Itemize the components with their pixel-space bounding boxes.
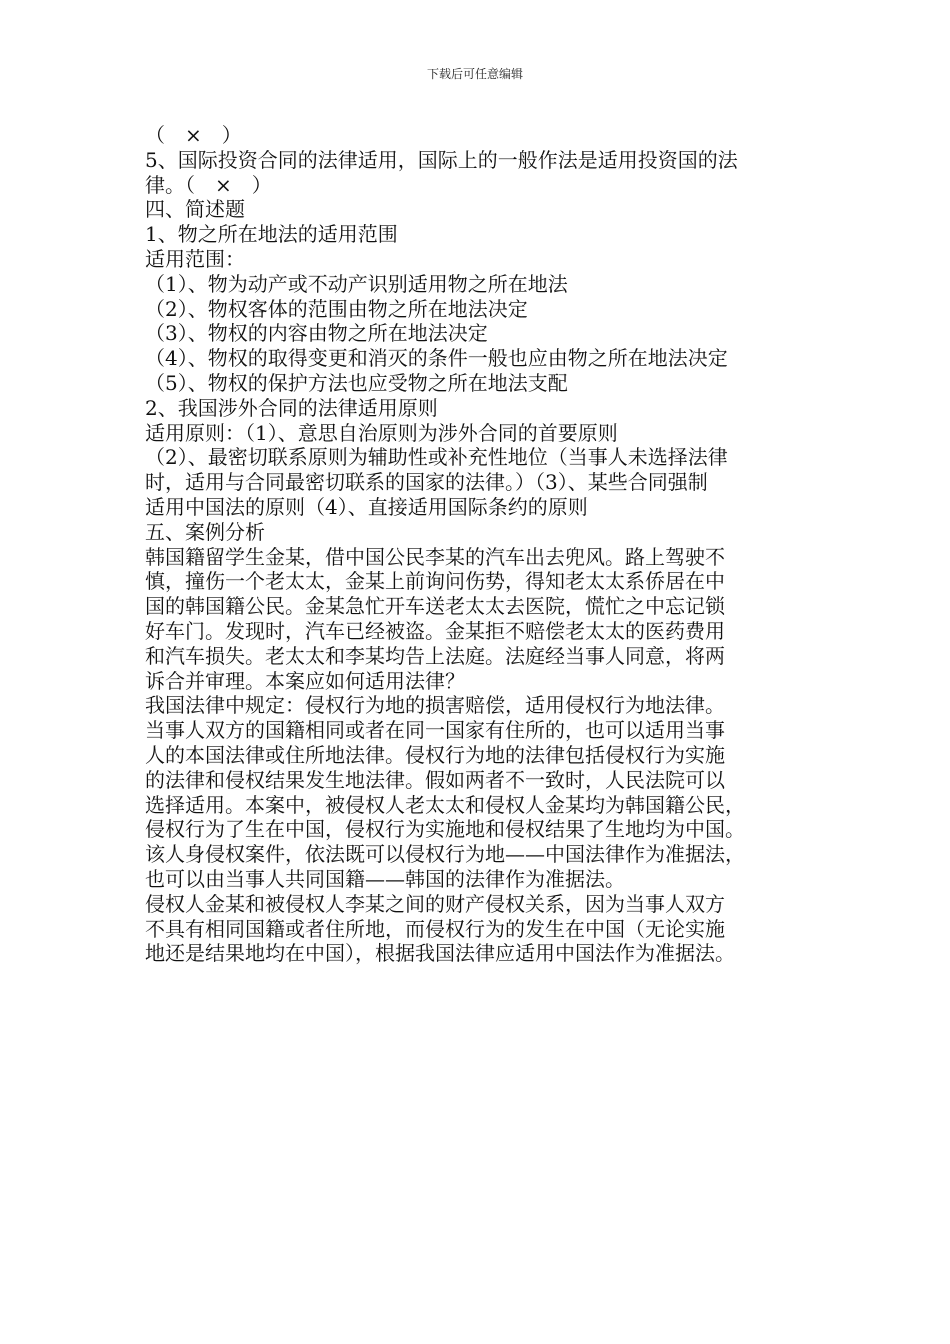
section-heading-short-answer: 四、简述题	[145, 197, 245, 222]
scope-item-4: （4）、物权的取得变更和消灭的条件一般也应由物之所在地法决定	[145, 346, 728, 371]
case-line-1: 韩国籍留学生金某，借中国公民李某的汽车出去兜风。路上驾驶不	[145, 544, 725, 569]
case-line-6: 诉合并审理。本案应如何适用法律？	[145, 668, 465, 693]
scope-item-2: （2）、物权客体的范围由物之所在地法决定	[145, 296, 528, 321]
principle-line-4: 适用中国法的原则（4）、直接适用国际条约的原则	[145, 494, 588, 519]
analysis-line-4: 的法律和侵权结果发生地法律。假如两者不一致时，人民法院可以	[145, 767, 725, 792]
analysis-line-11: 地还是结果地均在中国），根据我国法律应适用中国法作为准据法。	[145, 941, 735, 966]
scope-item-1: （1）、物为动产或不动产识别适用物之所在地法	[145, 271, 568, 296]
analysis-line-2: 当事人双方的国籍相同或者在同一国家有住所的，也可以适用当事	[145, 718, 725, 743]
scope-item-5: （5）、物权的保护方法也应受物之所在地法支配	[145, 370, 568, 395]
case-line-5: 和汽车损失。老太太和李某均告上法庭。法庭经当事人同意，将两	[145, 643, 725, 668]
analysis-line-10: 不具有相同国籍或者住所地，而侵权行为的发生在中国（无论实施	[145, 916, 725, 941]
principle-line-2: （2）、最密切联系原则为辅助性或补充性地位（当事人未选择法律	[145, 445, 728, 470]
question-5-line-2: 律。（ × ）	[145, 172, 272, 197]
case-line-3: 国的韩国籍公民。金某急忙开车送老太太去医院，慌忙之中忘记锁	[145, 594, 725, 619]
analysis-line-8: 也可以由当事人共同国籍——韩国的法律作为准据法。	[145, 866, 625, 891]
analysis-line-6: 侵权行为了生在中国，侵权行为实施地和侵权结果了生地均为中国。	[145, 817, 745, 842]
section-heading-case-analysis: 五、案例分析	[145, 519, 265, 544]
question-5-line-1: 5、国际投资合同的法律适用，国际上的一般作法是适用投资国的法	[145, 147, 738, 172]
analysis-line-3: 人的本国法律或住所地法律。侵权行为地的法律包括侵权行为实施	[145, 742, 725, 767]
principle-line-1: 适用原则：（1）、意思自治原则为涉外合同的首要原则	[145, 420, 618, 445]
question-heading-1: 1、物之所在地法的适用范围	[145, 222, 398, 247]
question-heading-2: 2、我国涉外合同的法律适用原则	[145, 395, 438, 420]
case-line-2: 慎，撞伤一个老太太，金某上前询问伤势，得知老太太系侨居在中	[145, 569, 725, 594]
analysis-line-9: 侵权人金某和被侵权人李某之间的财产侵权关系，因为当事人双方	[145, 891, 725, 916]
analysis-line-1: 我国法律中规定：侵权行为地的损害赔偿，适用侵权行为地法律。	[145, 693, 725, 718]
analysis-line-7: 该人身侵权案件，依法既可以侵权行为地——中国法律作为准据法，	[145, 842, 745, 867]
case-line-4: 好车门。发现时，汽车已经被盗。金某拒不赔偿老太太的医药费用	[145, 618, 725, 643]
document-body	[145, 123, 809, 966]
scope-label: 适用范围：	[145, 246, 245, 271]
scope-item-3: （3）、物权的内容由物之所在地法决定	[145, 321, 488, 346]
analysis-line-5: 选择适用。本案中，被侵权人老太太和侵权人金某均为韩国籍公民，	[145, 792, 745, 817]
answer-mark-line: （ × ）	[145, 123, 242, 147]
principle-line-3: 时，适用与合同最密切联系的国家的法律。）（3）、某些合同强制	[145, 470, 708, 495]
page-header: 下载后可任意编辑	[426, 67, 523, 81]
